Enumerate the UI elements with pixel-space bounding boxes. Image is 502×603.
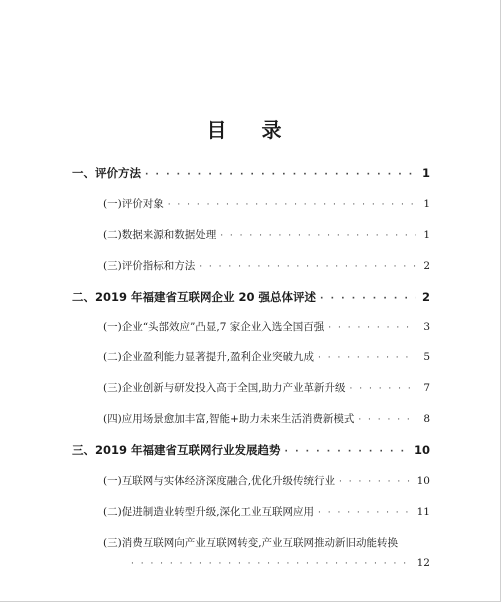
dot-leader [320,294,416,304]
toc-entry-label: (三)评价指标和方法 [103,260,196,272]
toc-entry-label: (三)消费互联网向产业互联网转变,产业互联网推动新旧动能转换 [103,537,399,549]
toc-entry-3-2[interactable] [103,504,430,519]
toc-entry-label: (四)应用场景愈加丰富,智能+助力未来生活消费新模式 [103,413,355,425]
toc-page-number: 10 [413,443,430,457]
toc-page-number: 3 [423,321,430,333]
dot-leader [358,415,416,425]
toc-entry-3-1[interactable] [103,473,430,488]
dot-leader [318,508,413,518]
toc-page-number: 5 [423,351,430,363]
toc-page-number: 10 [416,475,430,487]
toc-entry-2-2[interactable] [103,349,430,364]
toc-entry-label: 三、2019 年福建省互联网行业发展趋势 [72,443,281,457]
toc-entry-label: (二)数据来源和数据处理 [103,229,217,241]
dot-leader [168,200,416,210]
toc-entry-1-3[interactable] [103,258,430,273]
dot-leader [131,559,413,569]
toc-page-number: 2 [423,260,430,272]
toc-entry-3-3-continuation[interactable] [131,557,430,569]
toc-entry-label: (三)企业创新与研发投入高于全国,助力产业革新升级 [103,382,346,394]
toc-page-number: 7 [423,382,430,394]
toc-page-number: 11 [416,506,430,518]
dot-leader [285,447,410,457]
dot-leader [145,170,416,180]
dot-leader [350,384,416,394]
toc-entry-1-1[interactable] [103,196,430,211]
toc-entry-1-2[interactable] [103,227,430,242]
toc-entry-2-1[interactable] [103,319,430,334]
toc-page-number: 1 [421,166,430,180]
toc-entry-2-4[interactable] [103,411,430,426]
dot-leader [199,262,416,272]
toc-entry-label: (一)企业“头部效应”凸显,7 家企业入选全国百强 [103,321,325,333]
toc-page-number: 1 [423,198,430,210]
toc-entry-label: 一、评价方法 [72,166,141,180]
toc-entry-label: 二、2019 年福建省互联网企业 20 强总体评述 [72,290,317,304]
toc-entry-label: (二)促进制造业转型升级,深化工业互联网应用 [103,506,315,518]
toc-entry-label: (一)互联网与实体经济深度融合,优化升级传统行业 [103,475,336,487]
toc-entry-label: (二)企业盈利能力显著提升,盈利企业突破九成 [103,351,315,363]
toc-page-number: 8 [423,413,430,425]
toc-page-number: 12 [416,557,430,569]
toc-page-number: 2 [421,290,430,304]
toc-entry-label: (一)评价对象 [103,198,164,210]
dot-leader [220,231,416,241]
dot-leader [328,323,416,333]
dot-leader [339,477,413,487]
toc-entry-section-1[interactable] [72,165,430,181]
toc-page-number: 1 [423,229,430,241]
toc-entry-section-2[interactable] [72,289,430,305]
toc-entry-3-3[interactable] [103,535,443,550]
page-title: 目 录 [206,118,296,142]
toc-entry-2-3[interactable] [103,380,430,395]
dot-leader [318,353,416,363]
toc-entry-section-3[interactable] [72,442,430,458]
